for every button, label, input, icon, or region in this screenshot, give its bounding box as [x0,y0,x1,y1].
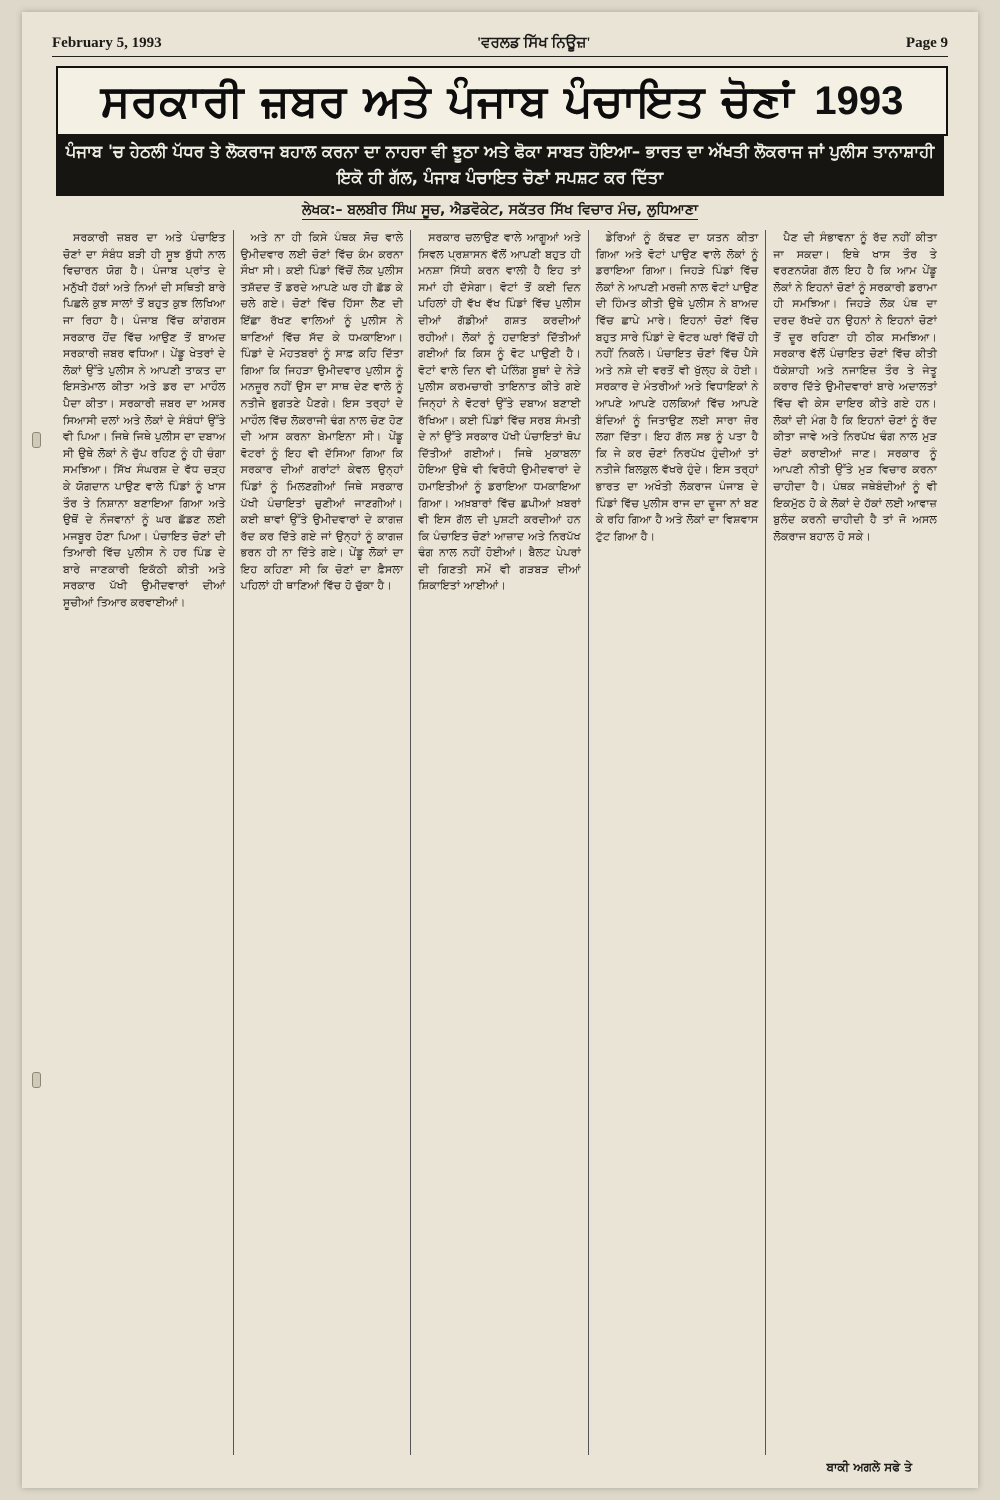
author-credit: ਲੇਖਕ:– ਬਲਬੀਰ ਸਿੰਘ ਸੂਚ, ਐਡਵੋਕੇਟ, ਸਕੱਤਰ ਸਿੱਖ ਵਿਚਾਰ ਮੰਚ, ਲੁਧਿਆਣਾ [302,202,698,218]
text-column-2 [234,230,412,1455]
headline: ਸਰਕਾਰੀ ਜ਼ਬਰ ਅਤੇ ਪੰਜਾਬ ਪੰਚਾਇਤ ਚੋਣਾਂ [100,75,795,127]
headline-year: 1993 [814,78,904,123]
article-body [56,230,944,1455]
text-column-1 [56,230,234,1455]
text-column-5 [766,230,944,1455]
column-text: ਸਰਕਾਰ ਚਲਾਉਣ ਵਾਲੇ ਆਗੂਆਂ ਅਤੇ ਸਿਵਲ ਪ੍ਰਸ਼ਾਸਨ ਵੱਲੋਂ ਆਪਣੀ ਬਹੁਤ ਹੀ ਮਨਸ਼ਾ ਸਿੱਧੀ ਕਰਨ ਵਾਲੀ ਹੈ ਇਹ ਤਾਂ ਸਮਾਂ ਹੀ ਦੱਸੇਗਾ। ਵੋਟਾਂ ਤੋਂ ਕਈ ਦਿਨ ਪਹਿਲਾਂ ਹੀ ਵੱਖ ਵੱਖ ਪਿੰਡਾਂ ਵਿੱਚ ਪੁਲੀਸ ਦੀਆਂ ਗੱਡੀਆਂ ਗਸ਼ਤ ਕਰਦੀਆਂ ਰਹੀਆਂ। ਲੋਕਾਂ ਨੂੰ ਹਦਾਇਤਾਂ ਦਿੱਤੀਆਂ ਗਈਆਂ ਕਿ ਕਿਸ ਨੂੰ ਵੋਟ ਪਾਉਣੀ ਹੈ। ਵੋਟਾਂ ਵਾਲੇ ਦਿਨ ਵੀ ਪੋਲਿੰਗ ਬੂਥਾਂ ਦੇ ਨੇੜੇ ਪੁਲੀਸ ਕਰਮਚਾਰੀ ਤਾਇਨਾਤ ਕੀਤੇ ਗਏ ਜਿਨ੍ਹਾਂ ਨੇ ਵੋਟਰਾਂ ਉੱਤੇ ਦਬਾਅ ਬਣਾਈ ਰੱਖਿਆ। ਕਈ ਪਿੰਡਾਂ ਵਿੱਚ ਸਰਬ ਸੰਮਤੀ ਦੇ ਨਾਂ ਉੱਤੇ ਸਰਕਾਰ ਪੱਖੀ ਪੰਚਾਇਤਾਂ ਥੋਪ ਦਿੱਤੀਆਂ ਗਈਆਂ। ਜਿਥੇ ਮੁਕਾਬਲਾ ਹੋਇਆ ਉਥੇ ਵੀ ਵਿਰੋਧੀ ਉਮੀਦਵਾਰਾਂ ਦੇ ਹਮਾਇਤੀਆਂ ਨੂੰ ਡਰਾਇਆ ਧਮਕਾਇਆ ਗਿਆ। ਅਖ਼ਬਾਰਾਂ ਵਿੱਚ ਛਪੀਆਂ ਖ਼ਬਰਾਂ ਵੀ ਇਸ ਗੱਲ ਦੀ ਪੁਸ਼ਟੀ ਕਰਦੀਆਂ ਹਨ ਕਿ ਪੰਚਾਇਤ ਚੋਣਾਂ ਆਜ਼ਾਦ ਅਤੇ ਨਿਰਪੱਖ ਢੰਗ ਨਾਲ ਨਹੀਂ ਹੋਈਆਂ। ਬੈਲਟ ਪੇਪਰਾਂ ਦੀ ਗਿਣਤੀ ਸਮੇਂ ਵੀ ਗੜਬੜ ਦੀਆਂ ਸ਼ਿਕਾਇਤਾਂ ਆਈਆਂ। [418,231,581,593]
page-number: Page 9 [905,35,948,51]
byline [56,202,944,226]
issue-date: February 5, 1993 [52,35,162,51]
text-column-3 [411,230,589,1455]
publication-name: 'ਵਰਲਡ ਸਿੱਖ ਨਿਊਜ਼' [476,35,591,51]
subheadline: ਪੰਜਾਬ 'ਚ ਹੇਠਲੀ ਪੱਧਰ ਤੇ ਲੋਕਰਾਜ ਬਹਾਲ ਕਰਨਾ ਦਾ ਨਾਹਰਾ ਵੀ ਝੂਠਾ ਅਤੇ ਫੋਕਾ ਸਾਬਤ ਹੋਇਆ– ਭਾਰਤ ਦਾ ਅੱਖਤੀ ਲੋਕਰਾਜ ਜਾਂ ਪੁਲੀਸ ਤਾਨਾਸ਼ਾਹੀ ਇਕੋ ਹੀ ਗੱਲ, ਪੰਜਾਬ ਪੰਚਾਇਤ ਚੋਣਾਂ ਸਪਸ਼ਟ ਕਰ ਦਿੱਤਾ [56,134,944,196]
newspaper-page [22,12,978,1488]
binder-hole [32,432,41,448]
continued-notice: ਬਾਕੀ ਅਗਲੇ ਸਫੇ ਤੇ [826,1460,912,1474]
text-column-4 [589,230,767,1455]
column-text: ਪੈਣ ਦੀ ਸੰਭਾਵਨਾ ਨੂੰ ਰੱਦ ਨਹੀਂ ਕੀਤਾ ਜਾ ਸਕਦਾ। ਇਥੇ ਖਾਸ ਤੌਰ ਤੇ ਵਰਣਨਯੋਗ ਗੱਲ ਇਹ ਹੈ ਕਿ ਆਮ ਪੇਂਡੂ ਲੋਕਾਂ ਨੇ ਇਹਨਾਂ ਚੋਣਾਂ ਨੂੰ ਸਰਕਾਰੀ ਡਰਾਮਾ ਹੀ ਸਮਝਿਆ। ਜਿਹੜੇ ਲੋਕ ਪੰਥ ਦਾ ਦਰਦ ਰੱਖਦੇ ਹਨ ਉਹਨਾਂ ਨੇ ਇਹਨਾਂ ਚੋਣਾਂ ਤੋਂ ਦੂਰ ਰਹਿਣਾ ਹੀ ਠੀਕ ਸਮਝਿਆ। ਸਰਕਾਰ ਵੱਲੋਂ ਪੰਚਾਇਤ ਚੋਣਾਂ ਵਿੱਚ ਕੀਤੀ ਧੱਕੇਸ਼ਾਹੀ ਅਤੇ ਨਜਾਇਜ਼ ਤੌਰ ਤੇ ਜੇਤੂ ਕਰਾਰ ਦਿੱਤੇ ਉਮੀਦਵਾਰਾਂ ਬਾਰੇ ਅਦਾਲਤਾਂ ਵਿੱਚ ਵੀ ਕੇਸ ਦਾਇਰ ਕੀਤੇ ਗਏ ਹਨ। ਲੋਕਾਂ ਦੀ ਮੰਗ ਹੈ ਕਿ ਇਹਨਾਂ ਚੋਣਾਂ ਨੂੰ ਰੱਦ ਕੀਤਾ ਜਾਵੇ ਅਤੇ ਨਿਰਪੱਖ ਢੰਗ ਨਾਲ ਮੁੜ ਚੋਣਾਂ ਕਰਾਈਆਂ ਜਾਣ। ਸਰਕਾਰ ਨੂੰ ਆਪਣੀ ਨੀਤੀ ਉੱਤੇ ਮੁੜ ਵਿਚਾਰ ਕਰਨਾ ਚਾਹੀਦਾ ਹੈ। ਪੰਥਕ ਜਥੇਬੰਦੀਆਂ ਨੂੰ ਵੀ ਇਕਮੁੱਠ ਹੋ ਕੇ ਲੋਕਾਂ ਦੇ ਹੱਕਾਂ ਲਈ ਆਵਾਜ਼ ਬੁਲੰਦ ਕਰਨੀ ਚਾਹੀਦੀ ਹੈ ਤਾਂ ਜੋ ਅਸਲ ਲੋਕਰਾਜ ਬਹਾਲ ਹੋ ਸਕੇ। [773,231,937,543]
column-text: ਡੇਰਿਆਂ ਨੂੰ ਕੱਢਣ ਦਾ ਯਤਨ ਕੀਤਾ ਗਿਆ ਅਤੇ ਵੋਟਾਂ ਪਾਉਣ ਵਾਲੇ ਲੋਕਾਂ ਨੂੰ ਡਰਾਇਆ ਗਿਆ। ਜਿਹੜੇ ਪਿੰਡਾਂ ਵਿੱਚ ਲੋਕਾਂ ਨੇ ਆਪਣੀ ਮਰਜ਼ੀ ਨਾਲ ਵੋਟਾਂ ਪਾਉਣ ਦੀ ਹਿੰਮਤ ਕੀਤੀ ਉਥੇ ਪੁਲੀਸ ਨੇ ਬਾਅਦ ਵਿੱਚ ਛਾਪੇ ਮਾਰੇ। ਇਹਨਾਂ ਚੋਣਾਂ ਵਿੱਚ ਬਹੁਤ ਸਾਰੇ ਪਿੰਡਾਂ ਦੇ ਵੋਟਰ ਘਰਾਂ ਵਿੱਚੋਂ ਹੀ ਨਹੀਂ ਨਿਕਲੇ। ਪੰਚਾਇਤ ਚੋਣਾਂ ਵਿੱਚ ਪੈਸੇ ਅਤੇ ਨਸ਼ੇ ਦੀ ਵਰਤੋਂ ਵੀ ਖੁੱਲ੍ਹ ਕੇ ਹੋਈ। ਸਰਕਾਰ ਦੇ ਮੰਤਰੀਆਂ ਅਤੇ ਵਿਧਾਇਕਾਂ ਨੇ ਆਪਣੇ ਆਪਣੇ ਹਲਕਿਆਂ ਵਿੱਚ ਆਪਣੇ ਬੰਦਿਆਂ ਨੂੰ ਜਿਤਾਉਣ ਲਈ ਸਾਰਾ ਜ਼ੋਰ ਲਗਾ ਦਿੱਤਾ। ਇਹ ਗੱਲ ਸਭ ਨੂੰ ਪਤਾ ਹੈ ਕਿ ਜੇ ਕਰ ਚੋਣਾਂ ਨਿਰਪੱਖ ਹੁੰਦੀਆਂ ਤਾਂ ਨਤੀਜੇ ਬਿਲਕੁਲ ਵੱਖਰੇ ਹੁੰਦੇ। ਇਸ ਤਰ੍ਹਾਂ ਭਾਰਤ ਦਾ ਅਖੌਤੀ ਲੋਕਰਾਜ ਪੰਜਾਬ ਦੇ ਪਿੰਡਾਂ ਵਿੱਚ ਪੁਲੀਸ ਰਾਜ ਦਾ ਦੂਜਾ ਨਾਂ ਬਣ ਕੇ ਰਹਿ ਗਿਆ ਹੈ ਅਤੇ ਲੋਕਾਂ ਦਾ ਵਿਸ਼ਵਾਸ ਟੁੱਟ ਗਿਆ ਹੈ। [595,231,759,543]
binder-hole [32,1072,41,1088]
column-text: ਸਰਕਾਰੀ ਜ਼ਬਰ ਦਾ ਅਤੇ ਪੰਚਾਇਤ ਚੋਣਾਂ ਦਾ ਸੰਬੰਧ ਬੜੀ ਹੀ ਸੂਝ ਬੁੱਧੀ ਨਾਲ ਵਿਚਾਰਨ ਯੋਗ ਹੈ। ਪੰਜਾਬ ਪ੍ਰਾਂਤ ਦੇ ਮਨੁੱਖੀ ਹੱਕਾਂ ਅਤੇ ਨਿਆਂ ਦੀ ਸਥਿਤੀ ਬਾਰੇ ਪਿਛਲੇ ਕੁਝ ਸਾਲਾਂ ਤੋਂ ਬਹੁਤ ਕੁਝ ਲਿਖਿਆ ਜਾ ਰਿਹਾ ਹੈ। ਪੰਜਾਬ ਵਿੱਚ ਕਾਂਗਰਸ ਸਰਕਾਰ ਹੋਂਦ ਵਿੱਚ ਆਉਣ ਤੋਂ ਬਾਅਦ ਸਰਕਾਰੀ ਜ਼ਬਰ ਵਧਿਆ। ਪੇਂਡੂ ਖੇਤਰਾਂ ਦੇ ਲੋਕਾਂ ਉੱਤੇ ਪੁਲੀਸ ਨੇ ਆਪਣੀ ਤਾਕਤ ਦਾ ਇਸਤੇਮਾਲ ਕੀਤਾ ਅਤੇ ਡਰ ਦਾ ਮਾਹੌਲ ਪੈਦਾ ਕੀਤਾ। ਸਰਕਾਰੀ ਜ਼ਬਰ ਦਾ ਅਸਰ ਸਿਆਸੀ ਦਲਾਂ ਅਤੇ ਲੋਕਾਂ ਦੇ ਸੰਬੰਧਾਂ ਉੱਤੇ ਵੀ ਪਿਆ। ਜਿਥੇ ਜਿਥੇ ਪੁਲੀਸ ਦਾ ਦਬਾਅ ਸੀ ਉਥੇ ਲੋਕਾਂ ਨੇ ਚੁੱਪ ਰਹਿਣ ਨੂੰ ਹੀ ਚੰਗਾ ਸਮਝਿਆ। ਸਿੱਖ ਸੰਘਰਸ਼ ਦੇ ਵੱਧ ਚੜ੍ਹ ਕੇ ਯੋਗਦਾਨ ਪਾਉਣ ਵਾਲੇ ਪਿੰਡਾਂ ਨੂੰ ਖਾਸ ਤੌਰ ਤੇ ਨਿਸ਼ਾਨਾ ਬਣਾਇਆ ਗਿਆ ਅਤੇ ਉਥੋਂ ਦੇ ਨੌਜਵਾਨਾਂ ਨੂੰ ਘਰ ਛੱਡਣ ਲਈ ਮਜਬੂਰ ਹੋਣਾ ਪਿਆ। ਪੰਚਾਇਤ ਚੋਣਾਂ ਦੀ ਤਿਆਰੀ ਵਿੱਚ ਪੁਲੀਸ ਨੇ ਹਰ ਪਿੰਡ ਦੇ ਬਾਰੇ ਜਾਣਕਾਰੀ ਇਕੱਠੀ ਕੀਤੀ ਅਤੇ ਸਰਕਾਰ ਪੱਖੀ ਉਮੀਦਵਾਰਾਂ ਦੀਆਂ ਸੂਚੀਆਂ ਤਿਆਰ ਕਰਵਾਈਆਂ। [63,231,226,610]
headline-box [56,66,948,136]
column-text: ਅਤੇ ਨਾ ਹੀ ਕਿਸੇ ਪੰਥਕ ਸੋਚ ਵਾਲੇ ਉਮੀਦਵਾਰ ਲਈ ਚੋਣਾਂ ਵਿੱਚ ਕੰਮ ਕਰਨਾ ਸੌਖਾ ਸੀ। ਕਈ ਪਿੰਡਾਂ ਵਿੱਚੋਂ ਲੋਕ ਪੁਲੀਸ ਤਸ਼ੱਦਦ ਤੋਂ ਡਰਦੇ ਆਪਣੇ ਘਰ ਹੀ ਛੱਡ ਕੇ ਚਲੇ ਗਏ। ਚੋਣਾਂ ਵਿੱਚ ਹਿੱਸਾ ਲੈਣ ਦੀ ਇੱਛਾ ਰੱਖਣ ਵਾਲਿਆਂ ਨੂੰ ਪੁਲੀਸ ਨੇ ਥਾਣਿਆਂ ਵਿੱਚ ਸੱਦ ਕੇ ਧਮਕਾਇਆ। ਪਿੰਡਾਂ ਦੇ ਮੋਹਤਬਰਾਂ ਨੂੰ ਸਾਫ਼ ਕਹਿ ਦਿੱਤਾ ਗਿਆ ਕਿ ਜਿਹੜਾ ਉਮੀਦਵਾਰ ਪੁਲੀਸ ਨੂੰ ਮਨਜ਼ੂਰ ਨਹੀਂ ਉਸ ਦਾ ਸਾਥ ਦੇਣ ਵਾਲੇ ਨੂੰ ਨਤੀਜੇ ਭੁਗਤਣੇ ਪੈਣਗੇ। ਇਸ ਤਰ੍ਹਾਂ ਦੇ ਮਾਹੌਲ ਵਿੱਚ ਲੋਕਰਾਜੀ ਢੰਗ ਨਾਲ ਚੋਣ ਹੋਣ ਦੀ ਆਸ ਕਰਨਾ ਬੇਮਾਇਨਾ ਸੀ। ਪੇਂਡੂ ਵੋਟਰਾਂ ਨੂੰ ਇਹ ਵੀ ਦੱਸਿਆ ਗਿਆ ਕਿ ਸਰਕਾਰ ਦੀਆਂ ਗਰਾਂਟਾਂ ਕੇਵਲ ਉਨ੍ਹਾਂ ਪਿੰਡਾਂ ਨੂੰ ਮਿਲਣਗੀਆਂ ਜਿਥੇ ਸਰਕਾਰ ਪੱਖੀ ਪੰਚਾਇਤਾਂ ਚੁਣੀਆਂ ਜਾਣਗੀਆਂ। ਕਈ ਥਾਵਾਂ ਉੱਤੇ ਉਮੀਦਵਾਰਾਂ ਦੇ ਕਾਗਜ਼ ਰੱਦ ਕਰ ਦਿੱਤੇ ਗਏ ਜਾਂ ਉਨ੍ਹਾਂ ਨੂੰ ਕਾਗਜ਼ ਭਰਨ ਹੀ ਨਾ ਦਿੱਤੇ ਗਏ। ਪੇਂਡੂ ਲੋਕਾਂ ਦਾ ਇਹ ਕਹਿਣਾ ਸੀ ਕਿ ਚੋਣਾਂ ਦਾ ਫ਼ੈਸਲਾ ਪਹਿਲਾਂ ਹੀ ਥਾਣਿਆਂ ਵਿੱਚ ਹੋ ਚੁੱਕਾ ਹੈ। [240,231,404,593]
running-head [52,18,948,57]
